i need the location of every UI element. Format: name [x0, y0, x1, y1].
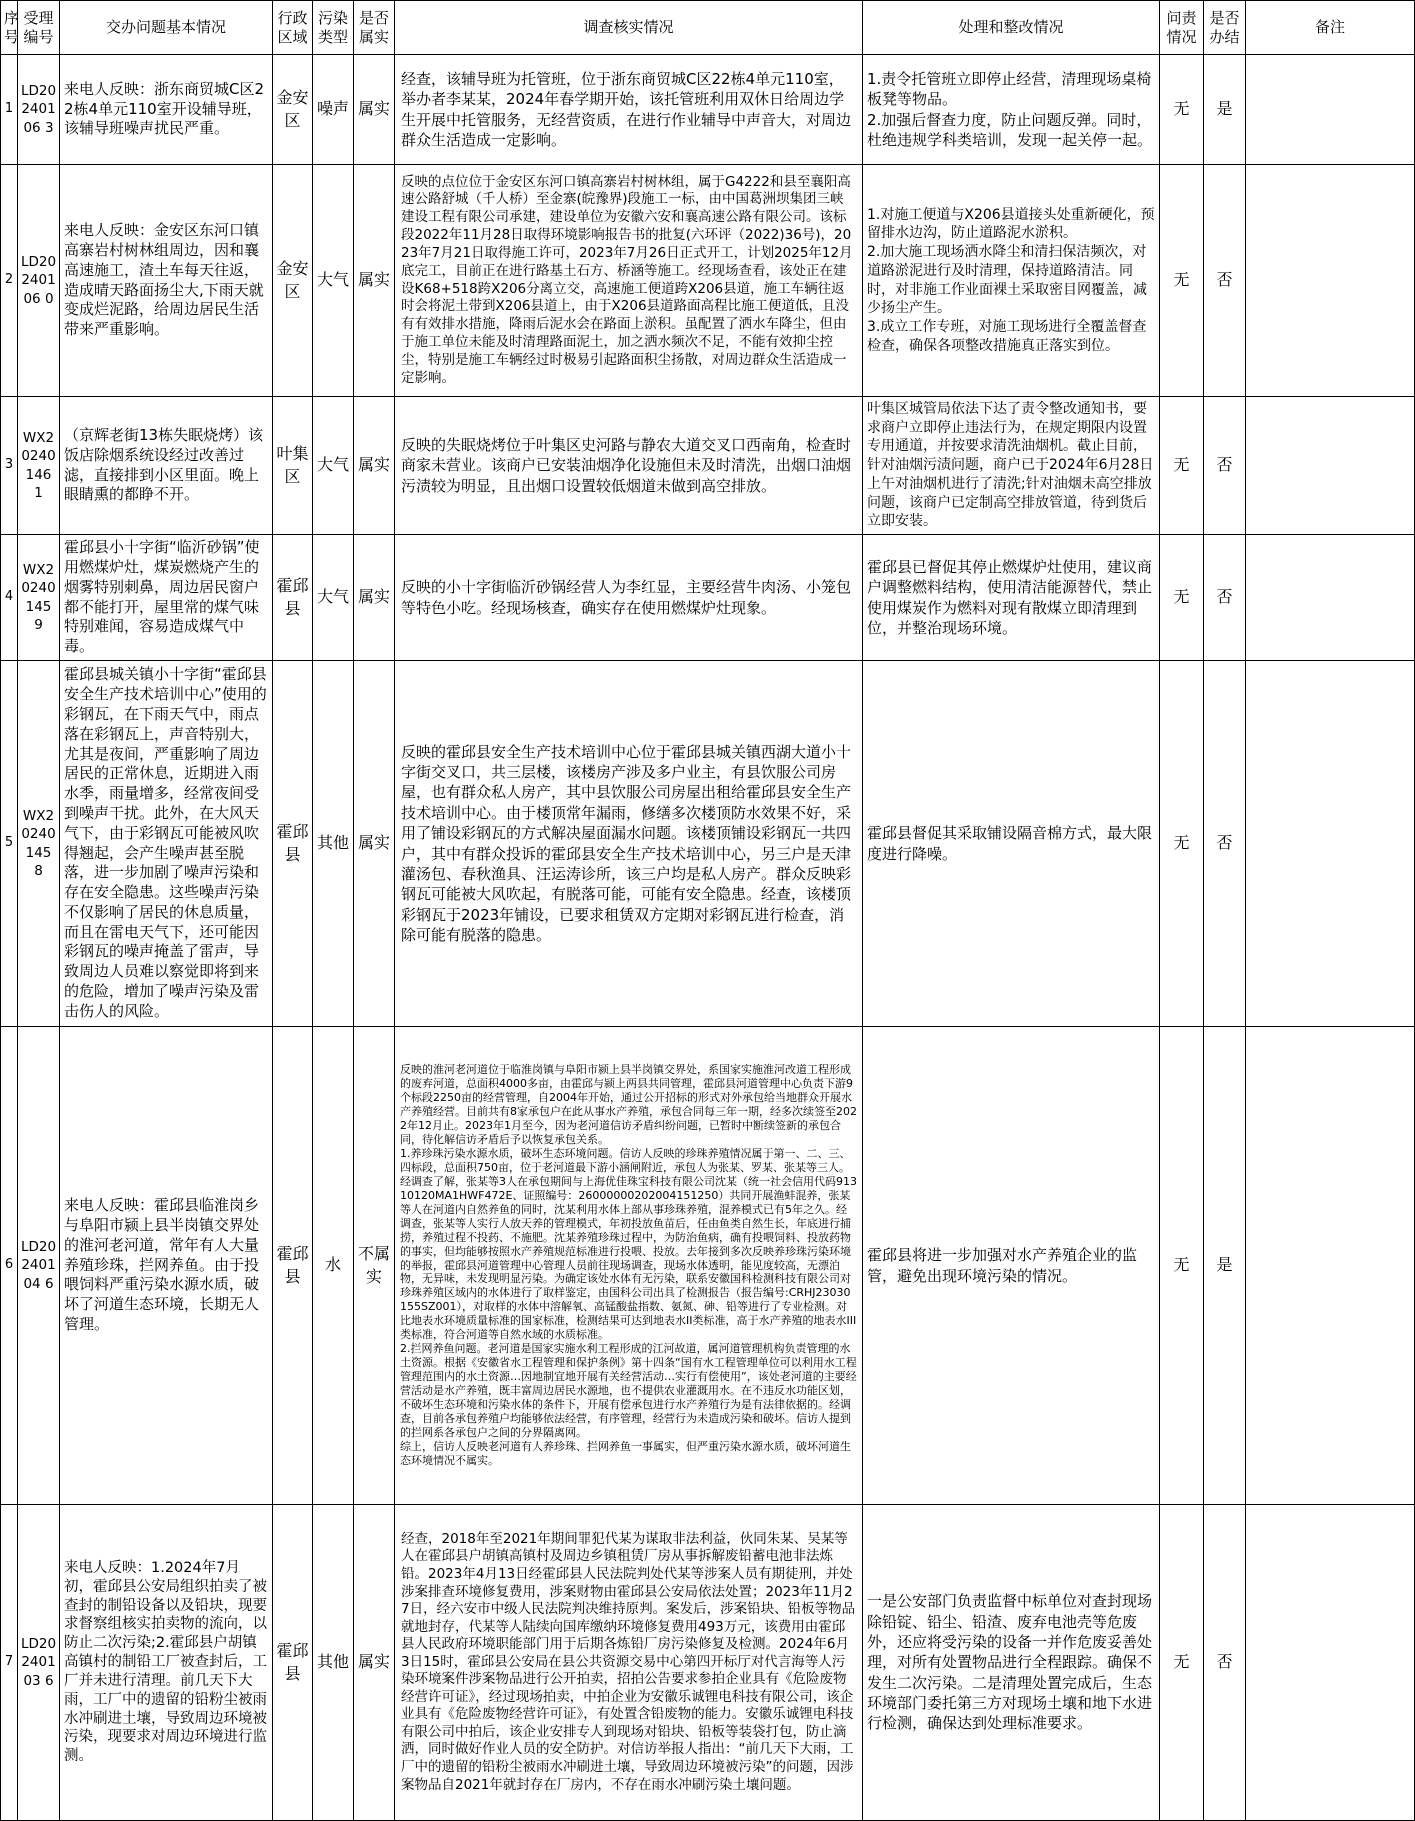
cell-no: 5	[1, 661, 18, 1027]
cell-investigation: 反映的淮河老河道位于临淮岗镇与阜阳市颍上县半岗镇交界处，系国家实施淮河改道工程形成的废弃河道，总面积4000多亩，由霍邱与颍上两县共同管理，霍邱县河道管理中心负责下游9个标段2250亩的经营管理，自2004年开始，通过公开招标的形式对外承包给当地群众开展水产养殖经营。目前共有8家承包户在此从事水产养殖，承包合同每三年一期，经多次续签至2022年12月止。2023年1月至今，因为老河道信访矛盾纠纷问题，已暂时中断续签新的承包合同，待化解信访矛盾后予以恢复承包关系。 1.养珍珠污染水源水质，破坏生态环境问题。信访人反映的珍珠养殖情况属于第一、二、三、四标段，总面积750亩，位于老河道最下游小涵闸附近，承包人为张某、罗某、张某等三人。经调查了解，张某等3人在承包期间与上海优佳珠宝科技有限公司沈某（统一社会信用代码91310120MA1HWF472E、证照编号：26000000202004151250）共同开展渔蚌混养，张某等人在河道内自然养鱼的同时，沈某利用水体上部从事珍珠养殖，混养模式已有5年之久。经调查，张某等人实行人放天养的管理模式，年初投放鱼苗后，任由鱼类自然生长，年底进行捕捞，养殖过程不投药、不施肥。沈某养殖珍珠过程中，为防治鱼病，确有投喂饲料、投放药物的事实，但均能够按照水产养殖规范标准进行投喂、投放。去年接到多次反映养珍珠污染环境的举报，霍邱县河道管理中心管理人员前往现场调查，现场水体透明，能见度较高，无漂泊物，无异味，未发现明显污染。为确定该处水体有无污染，联系安徽国科检测科技有限公司对珍珠养殖区域内的水体进行了取样鉴定，由国科公司出具了检测报告（报告编号:CRHJ23030155SZ001），对取样的水体中溶解氧、高锰酸盐指数、氨氮、砷、铅等进行了专业检测。对比地表水环境质量标准的国家标准，检测结果可达到地表水II类标准，高于水产养殖的地表水III类标准，符合河道等自然水域的水质标准。 2.拦网养鱼问题。老河道是国家实施水利工程形成的江河故道，属河道管理机构负责管理的水土资源。根据《安徽省水工程管理和保护条例》第十四条“国有水工程管理单位可以利用水工程管理范围内的水土资源…因地制宜地开展有关经营活动…实行有偿使用”，该处老河道的主要经营活动是水产养殖，既丰富周边居民水源地，也不提供农业灌溉用水。在不违反水功能区划，不破坏生态环境和污染水体的条件下，开展有偿承包进行水产养殖行为是有法律依据的。经调查，目前各承包养殖户均能够依法经营，有序管理，经营行为未造成污染和破坏。信访人提到的拦网系各承包户之间的分界隔离网。 综上，信访人反映老河道有人养珍珠、拦网养鱼一事属实，但严重污染水源水质，破坏河道生态环境情况不属实。	[395, 1027, 863, 1505]
cell-rectification: 叶集区城管局依法下达了责令整改通知书，要求商户立即停止违法行为，在规定期限内设置专用通道，并按要求清洗油烟机。截止目前，针对油烟污渍问题，商户已于2024年6月28日上午对油烟机进行了清洗;针对油烟未高空排放问题，该商户已定制高空排放管道，待到货后立即安装。	[863, 397, 1160, 535]
cell-closed: 否	[1204, 165, 1246, 397]
cell-no: 2	[1, 165, 18, 397]
cell-pollution: 其他	[313, 1505, 354, 1821]
cell-verified: 属实	[354, 535, 395, 661]
cell-pollution: 其他	[313, 661, 354, 1027]
header-investigation: 调查核实情况	[395, 1, 863, 55]
cell-issue: 来电人反映：浙东商贸城C区22栋4单元110室开设辅导班，该辅导班噪声扰民严重。	[60, 55, 273, 165]
cell-no: 6	[1, 1027, 18, 1505]
table-row	[1, 165, 1415, 397]
header-district: 行政区域	[273, 1, 313, 55]
cell-investigation: 反映的点位位于金安区东河口镇高寨岩村树林组，属于G4222和县至襄阳高速公路舒城（千人桥）至金寨(皖豫界)段施工一标，由中国葛洲坝集团三峡建设工程有限公司承建，建设单位为安徽六安和襄高速公路有限公司。该标段2022年11月28日取得环境影响报告书的批复(六环评（2022)36号)，2023年7月21日取得施工许可，2023年7月26日正式开工，计划2025年12月底完工，目前正在进行路基土石方、桥涵等施工。经现场查看，该处正在建设K68+518跨X206分离立交，高速施工便道跨X206县道，施工车辆往返时会将泥土带到X206县道上，由于X206县道路面高程比施工便道低，且没有有效排水措施，降雨后泥水会在路面上淤积。虽配置了洒水车降尘，但由于施工单位未能及时清理路面泥土，加之洒水频次不足，不能有效抑尘控尘，特别是施工车辆经过时极易引起路面积尘扬散，对周边群众生活造成一定影响。	[395, 165, 863, 397]
cell-case-id: LD20240103 6	[18, 1505, 60, 1821]
cell-pollution: 噪声	[313, 55, 354, 165]
header-issue: 交办问题基本情况	[60, 1, 273, 55]
cell-accountability: 无	[1160, 1505, 1204, 1821]
cell-closed: 否	[1204, 1505, 1246, 1821]
cell-district: 霍邱县	[273, 535, 313, 661]
cell-accountability: 无	[1160, 165, 1204, 397]
cell-closed: 是	[1204, 1027, 1246, 1505]
cell-issue: （京辉老街13栋失眠烧烤）该饭店除烟系统设经过改善过滤，直接排到小区里面。晚上眼睛熏的都睁不开。	[60, 397, 273, 535]
cell-remark	[1246, 397, 1415, 535]
cell-investigation: 经查，该辅导班为托管班，位于浙东商贸城C区22栋4单元110室，举办者李某某，2024年春学期开始，该托管班利用双休日给周边学生开展中托管服务，无经营资质，在进行作业辅导中声音大，对周边群众生活造成一定影响。	[395, 55, 863, 165]
cell-verified: 属实	[354, 1505, 395, 1821]
cell-case-id: WX20240145 8	[18, 661, 60, 1027]
cell-no: 4	[1, 535, 18, 661]
header-no: 序号	[1, 1, 18, 55]
cell-district: 霍邱县	[273, 1027, 313, 1505]
cell-verified: 属实	[354, 165, 395, 397]
cell-remark	[1246, 165, 1415, 397]
cell-closed: 否	[1204, 397, 1246, 535]
header-accountability: 问责情况	[1160, 1, 1204, 55]
cell-district: 叶集区	[273, 397, 313, 535]
cell-district: 霍邱县	[273, 661, 313, 1027]
cell-closed: 是	[1204, 55, 1246, 165]
cell-pollution: 水	[313, 1027, 354, 1505]
cell-rectification: 1.对施工便道与X206县道接头处重新硬化，预留排水边沟，防止道路泥水淤积。 2.加大施工现场洒水降尘和清扫保洁频次，对道路淤泥进行及时清理，保持道路清洁。同时，对非施工作业面裸土采取密目网覆盖，减少扬尘产生。 3.成立工作专班，对施工现场进行全覆盖督查检查，确保各项整改措施真正落实到位。	[863, 165, 1160, 397]
cell-remark	[1246, 535, 1415, 661]
cell-investigation: 反映的小十字街临沂砂锅经营人为李红显，主要经营牛肉汤、小笼包等特色小吃。经现场核查，确实存在使用燃煤炉灶现象。	[395, 535, 863, 661]
cell-accountability: 无	[1160, 661, 1204, 1027]
header-verified: 是否属实	[354, 1, 395, 55]
cell-case-id: WX20240145 9	[18, 535, 60, 661]
cell-accountability: 无	[1160, 535, 1204, 661]
cell-district: 金安区	[273, 165, 313, 397]
header-remark: 备注	[1246, 1, 1415, 55]
table-row	[1, 1027, 1415, 1505]
cell-closed: 否	[1204, 535, 1246, 661]
cell-pollution: 大气	[313, 397, 354, 535]
cell-accountability: 无	[1160, 1027, 1204, 1505]
cell-investigation: 反映的失眠烧烤位于叶集区史河路与静农大道交叉口西南角，检查时商家未营业。该商户已安装油烟净化设施但未及时清洗，出烟口油烟污渍较为明显，且出烟口设置较低烟道未做到高空排放。	[395, 397, 863, 535]
cell-issue: 来电人反映：金安区东河口镇高寨岩村树林组周边，因和襄高速施工，渣土车每天往返，造成晴天路面扬尘大,下雨天就变成烂泥路，给周边居民生活带来严重影响。	[60, 165, 273, 397]
cell-remark	[1246, 661, 1415, 1027]
cell-rectification: 1.责令托管班立即停止经营，清理现场桌椅板凳等物品。 2.加强后督查力度，防止问题反弹。同时，杜绝违规学科类培训，发现一起关停一起。	[863, 55, 1160, 165]
cell-pollution: 大气	[313, 165, 354, 397]
cell-no: 3	[1, 397, 18, 535]
header-row	[1, 1, 1415, 55]
cell-issue: 霍邱县城关镇小十字街“霍邱县安全生产技术培训中心”使用的彩钢瓦，在下雨天气中，雨点落在彩钢瓦上，声音特别大，尤其是夜间，严重影响了周边居民的正常休息，近期进入雨水季，雨量增多，经常夜间受到噪声干扰。此外，在大风天气下，由于彩钢瓦可能被风吹得翘起，会产生噪声甚至脱落，进一步加剧了噪声污染和存在安全隐患。这些噪声污染不仅影响了居民的休息质量，而且在雷电天气下，还可能因彩钢瓦的噪声掩盖了雷声，导致周边人员难以察觉即将到来的危险，增加了噪声污染及雷击伤人的风险。	[60, 661, 273, 1027]
cell-district: 霍邱县	[273, 1505, 313, 1821]
cell-investigation: 经查，2018年至2021年期间罪犯代某为谋取非法利益，伙同朱某、吴某等人在霍邱县户胡镇高镇村及周边乡镇租赁厂房从事拆解废铅蓄电池非法炼铅。2023年4月13日经霍邱县人民法院判处代某等涉案人员有期徒刑，并处涉案排查环境修复费用，涉案财物由霍邱县公安局依法处置；2023年11月27日，经六安市中级人民法院判决维持原判。案发后，涉案铅块、铅板等物品就地封存，代某等人陆续向国库缴纳环境修复费用493万元，该费用由霍邱县人民政府环境职能部门用于后期各炼铅厂房污染修复及检测。2024年6月3日15时，霍邱县公安局在县公共资源交易中心第四开标厅对代言海等人污染环境案件涉案物品进行公开拍卖，招拍公告要求参拍企业具有《危险废物经营许可证》，经过现场拍卖，中拍企业为安徽乐诚锂电科技有限公司，该企业具有《危险废物经营许可证》，有处置含铅废物的能力。安徽乐诚锂电科技有限公司中拍后，该企业安排专人到现场对铅块、铅板等装袋打包，防止滴洒，同时做好作业人员的安全防护。对信访举报人指出：“前几天下大雨，工厂中的遗留的铅粉尘被雨水冲刷进土壤，导致周边环境被污染”的问题，因涉案物品自2021年就封存在厂房内，不存在雨水冲刷污染土壤问题。	[395, 1505, 863, 1821]
cell-verified: 不属实	[354, 1027, 395, 1505]
table-row	[1, 55, 1415, 165]
cell-issue: 来电人反映：霍邱县临淮岗乡与阜阳市颍上县半岗镇交界处的淮河老河道，常年有人大量养殖珍珠，拦网养鱼。由于投喂饲料严重污染水源水质，破坏了河道生态环境，长期无人管理。	[60, 1027, 273, 1505]
table-row	[1, 535, 1415, 661]
cell-rectification: 霍邱县已督促其停止燃煤炉灶使用，建议商户调整燃料结构，使用清洁能源替代，禁止使用煤炭作为燃料对现有散煤立即清理到位，并整治现场环境。	[863, 535, 1160, 661]
cell-verified: 属实	[354, 397, 395, 535]
cell-verified: 属实	[354, 661, 395, 1027]
header-pollution: 污染类型	[313, 1, 354, 55]
cell-no: 7	[1, 1505, 18, 1821]
cell-remark	[1246, 55, 1415, 165]
cell-issue: 来电人反映：1.2024年7月初，霍邱县公安局组织拍卖了被查封的制铅设备以及铅块，现要求督察组核实拍卖物的流向，以防止二次污染;2.霍邱县户胡镇高镇村的制铅工厂被查封后，工厂并未进行清理。前几天下大雨，工厂中的遗留的铅粉尘被雨水冲刷进土壤，导致周边环境被污染，现要求对周边环境进行监测。	[60, 1505, 273, 1821]
cell-investigation: 反映的霍邱县安全生产技术培训中心位于霍邱县城关镇西湖大道小十字街交叉口，共三层楼，该楼房产涉及多户业主，有县饮服公司房屋，也有群众私人房产，其中县饮服公司房屋出租给霍邱县安全生产技术培训中心。由于楼顶常年漏雨，修缮多次楼顶防水效果不好，采用了铺设彩钢瓦的方式解决屋面漏水问题。该楼顶铺设彩钢瓦一共四户，其中有群众投诉的霍邱县安全生产技术培训中心，另三户是天津灌汤包、春秋渔具、汪运涛诊所，该三户均是私人房产。群众反映彩钢瓦可能被大风吹起，有脱落可能，可能有安全隐患。经查，该楼顶彩钢瓦于2023年铺设，已要求租赁双方定期对彩钢瓦进行检查，消除可能有脱落的隐患。	[395, 661, 863, 1027]
cell-rectification: 霍邱县将进一步加强对水产养殖企业的监管，避免出现环境污染的情况。	[863, 1027, 1160, 1505]
cell-remark	[1246, 1505, 1415, 1821]
header-closed: 是否办结	[1204, 1, 1246, 55]
cell-case-id: LD20240106 0	[18, 165, 60, 397]
cell-closed: 否	[1204, 661, 1246, 1027]
cell-issue: 霍邱县小十字街“临沂砂锅”使用燃煤炉灶，煤炭燃烧产生的烟雾特别刺鼻，周边居民窗户都不能打开，屋里常的煤气味特别难闻，容易造成煤气中毒。	[60, 535, 273, 661]
cell-rectification: 一是公安部门负责监督中标单位对查封现场除铅锭、铅尘、铅渣、废弃电池壳等危废外，还应将受污染的设备一并作危废妥善处理，对所有处置物品进行全程跟踪。确保不发生二次污染。二是清理处置完成后，生态环境部门委托第三方对现场土壤和地下水进行检测，确保达到处理标准要求。	[863, 1505, 1160, 1821]
cell-pollution: 大气	[313, 535, 354, 661]
cell-case-id: LD20240104 6	[18, 1027, 60, 1505]
header-case-id: 受理编号	[18, 1, 60, 55]
table-row	[1, 1505, 1415, 1821]
cell-accountability: 无	[1160, 397, 1204, 535]
header-rectification: 处理和整改情况	[863, 1, 1160, 55]
cell-case-id: LD20240106 3	[18, 55, 60, 165]
cell-case-id: WX20240146 1	[18, 397, 60, 535]
cell-verified: 属实	[354, 55, 395, 165]
cell-no: 1	[1, 55, 18, 165]
table-row	[1, 661, 1415, 1027]
cell-remark	[1246, 1027, 1415, 1505]
table-row	[1, 397, 1415, 535]
cell-accountability: 无	[1160, 55, 1204, 165]
cell-district: 金安区	[273, 55, 313, 165]
cell-rectification: 霍邱县督促其采取铺设隔音棉方式，最大限度进行降噪。	[863, 661, 1160, 1027]
